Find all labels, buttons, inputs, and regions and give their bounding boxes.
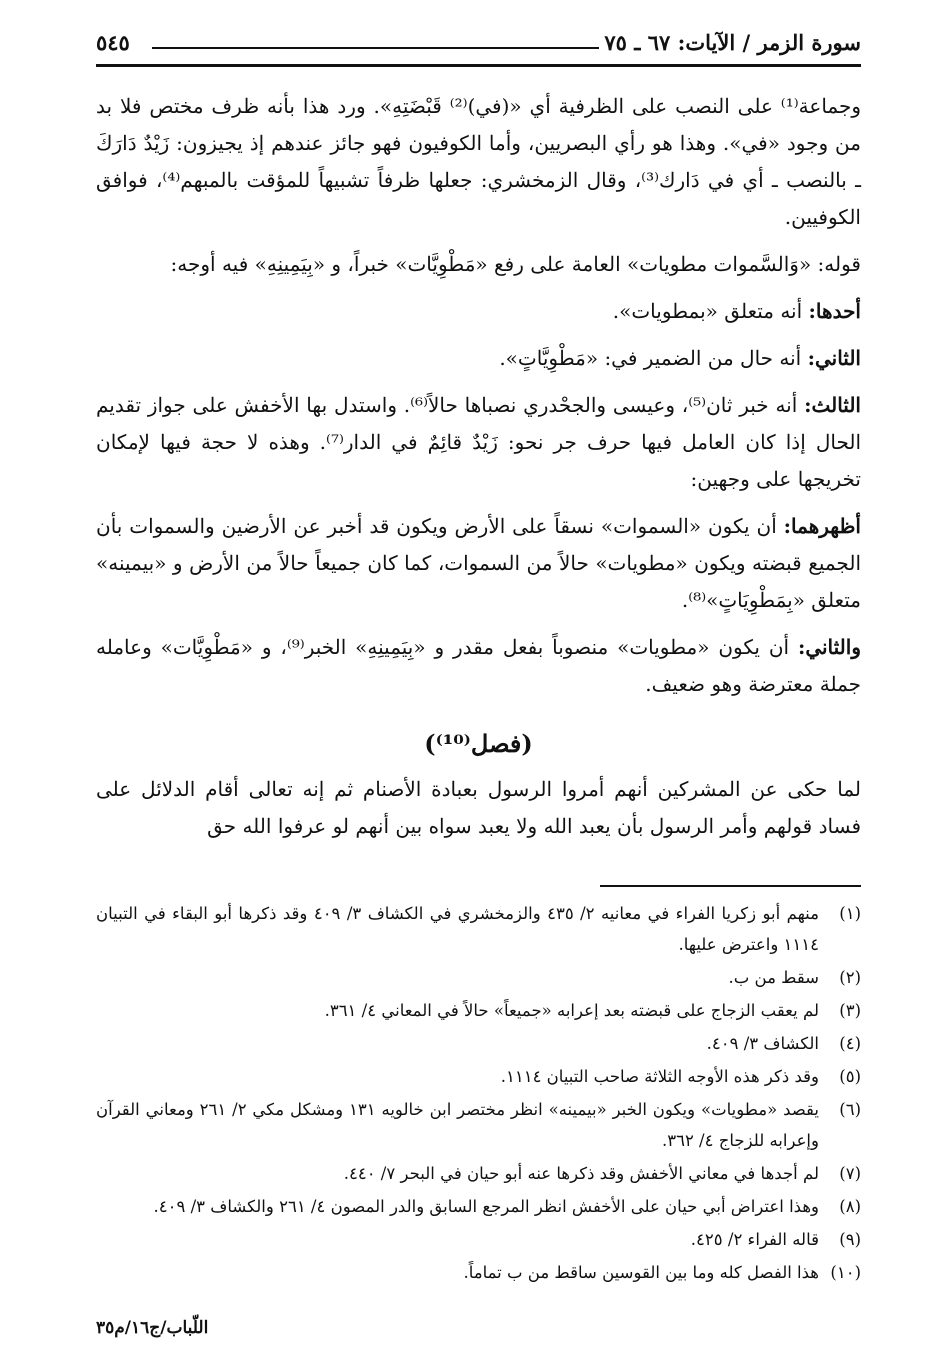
header-dash-line: [152, 47, 599, 49]
footnote-2: (٢) سقط من ب.: [728, 968, 861, 987]
paragraph-7: والثاني: أن يكون «مطويات» منصوباً بفعل مقدر و «بِيَمِينِهِ» الخبر⁽⁹⁾، و «مَطْوِيَّات» وعامله جملة معترضة وهو ضعيف.: [96, 635, 861, 696]
print-signature: اللّباب/ج١٦/م٣٥: [96, 1318, 209, 1338]
footnote-1: (١) منهم أبو زكريا الفراء في معانيه ٢/ ٤٣٥ والزمخشري في الكشاف ٣/ ٤٠٩ وقد ذكرها أبو البقاء في التبيان ١١١٤ واعترض عليها.: [96, 904, 861, 954]
closing-paragraph: لما حكى عن المشركين أنهم أمروا الرسول بعبادة الأصنام ثم إنه تعالى أقام الدلائل على فساد قولهم وأمر الرسول بأن يعبد الله ولا يعبد سواه بين أنهم لو عرفوا الله حق: [96, 777, 861, 838]
section-heading: (فصل⁽¹⁰⁾): [424, 729, 533, 758]
paragraph-lead: والثاني:: [797, 635, 861, 659]
footnote-10: (١٠) هذا الفصل كله وما بين القوسين ساقط من ب تماماً.: [463, 1263, 861, 1282]
paragraph-4: الثاني: أنه حال من الضمير في: «مَطْوِيَّاتٍ».: [499, 346, 861, 370]
footnote-6: (٦) يقصد «مطويات» ويكون الخبر «بيمينه» انظر مختصر ابن خالويه ١٣١ ومشكل مكي ٢/ ٢٦١ ومعاني القرآن وإعرابه للزجاج ٤/ ٣٦٢.: [96, 1100, 861, 1150]
paragraph-6: أظهرهما: أن يكون «السموات» نسقاً على الأرض ويكون قد أخبر عن الأرضين والسموات بأن الجميع قبضته ويكون «مطويات» حالاً من السموات، كما كان جميعاً حالاً من الأرض و «بيمينه» متعلق «بِمَطْوِيَاتٍ»⁽⁸⁾.: [96, 514, 861, 612]
footnote-3: (٣) لم يعقب الزجاج على قبضته بعد إعرابه «جميعاً» حالاً في المعاني ٤/ ٣٦١.: [324, 1001, 861, 1020]
header-rule: [96, 64, 861, 67]
footnote-8: (٨) وهذا اعتراض أبي حيان على الأخفش انظر المرجع السابق والدر المصون ٤/ ٢٦١ والكشاف ٣/ ٤٠٩.: [153, 1197, 861, 1216]
footnote-5: (٥) وقد ذكر هذه الأوجه الثلاثة صاحب التبيان ١١١٤.: [500, 1067, 861, 1086]
page-number: ٥٤٥: [96, 30, 130, 55]
paragraph-lead: الثالث:: [804, 393, 861, 417]
footnote-rule: [600, 885, 861, 887]
footnote-9: (٩) قاله الفراء ٢/ ٤٢٥.: [690, 1230, 861, 1249]
paragraph-lead: أحدها:: [808, 299, 861, 323]
paragraph-lead: أظهرهما:: [783, 514, 861, 538]
paragraph-3: أحدها: أنه متعلق «بمطويات».: [612, 299, 861, 323]
paragraph-lead: الثاني:: [807, 346, 861, 370]
main-text: [96, 88, 861, 855]
page-header: [96, 28, 861, 62]
paragraph-1: وجماعة⁽¹⁾ على النصب على الظرفية أي «(في)⁽²⁾ قَبْضَتِهِ». ورد هذا بأنه ظرف مختص فلا بد من وجود «في». وهذا هو رأي البصريين، وأما الكوفيون فهو جائز عندهم إذ يجيزون: زَيْدٌ دَارَكَ ـ بالنصب ـ أي في دَارك⁽³⁾، وقال الزمخشري: جعلها ظرفاً تشبيهاً للمؤقت بالمبهم⁽⁴⁾، فوافق الكوفيين.: [96, 94, 861, 229]
running-title: سورة الزمر / الآيات: ٦٧ ـ ٧٥: [604, 30, 861, 55]
footnote-7: (٧) لم أجدها في معاني الأخفش وقد ذكرها عنه أبو حيان في البحر ٧/ ٤٤٠.: [343, 1164, 861, 1183]
footnote-4: (٤) الكشاف ٣/ ٤٠٩.: [706, 1034, 861, 1053]
paragraph-2: قوله: «وَالسَّموات مطويات» العامة على رفع «مَطْوِيَّات» خبراً، و «بِيَمِينِهِ» فيه أوجه:: [170, 252, 861, 276]
footnotes: [96, 898, 861, 1290]
paragraph-5: الثالث: أنه خبر ثان⁽⁵⁾، وعيسى والجحْدري نصباها حالاً⁽⁶⁾. واستدل بها الأخفش على جواز تقديم الحال إذا كان العامل فيها حرف جر نحو: زَيْدٌ قائِمٌ في الدار⁽⁷⁾. وهذه لا حجة فيها لإمكان تخريجها على وجهين:: [96, 393, 862, 491]
